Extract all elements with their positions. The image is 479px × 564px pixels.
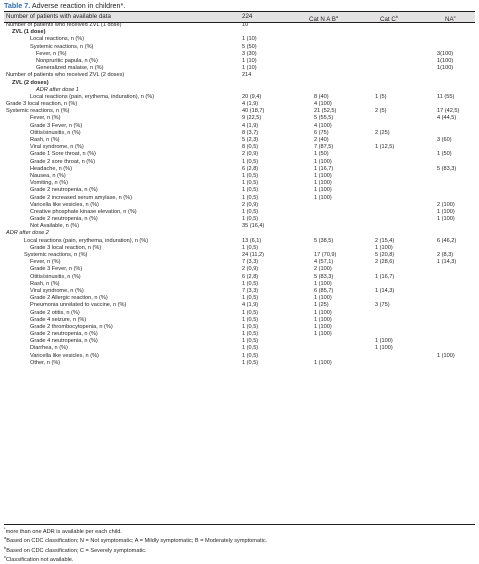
cell-col1: 2 (0,9) (242, 151, 259, 158)
row-label: ZVL (2 doses) (12, 79, 49, 86)
row-label: Local reactions, n (%) (30, 36, 85, 43)
footnotes (4, 526, 267, 564)
table-row (4, 36, 475, 43)
header-col4-text: NA (445, 16, 454, 24)
table-row (4, 151, 475, 158)
table-row (4, 87, 475, 94)
cell-col4: 2 (8,3) (437, 252, 454, 258)
table-row (4, 360, 475, 367)
cell-col3: 2 (28,6) (375, 259, 395, 266)
table-caption (4, 1, 125, 10)
cell-col1: 9 (22,5) (242, 115, 262, 122)
table-number: Table 7. (4, 1, 31, 10)
footnote-marker: b (4, 544, 7, 550)
cell-col1: 1 (0,5) (242, 323, 259, 330)
row-label: Headache, n (%) (30, 165, 72, 172)
cell-col4: 6 (46,2) (437, 237, 457, 244)
table-row (4, 94, 475, 101)
table-row (4, 159, 475, 166)
cell-col1: 1 (10) (242, 36, 257, 43)
table-row (4, 108, 475, 115)
row-label: Number of patients who received ZVL (2 doses) (6, 72, 125, 79)
header-col1: 224 (242, 13, 253, 20)
cell-col1: 3 (30) (242, 50, 257, 57)
cell-col1: 4 (1,9) (242, 101, 259, 108)
cell-col3: 2 (15,4) (375, 237, 395, 244)
cell-col4: 3(100) (437, 50, 454, 57)
table-row (4, 345, 475, 352)
row-label: Diarrhea, n (%) (30, 345, 68, 352)
table-row (4, 274, 475, 281)
table-row (4, 216, 475, 223)
footnote-text: Based on CDC classification; N = Not symptomatic; A = Mildly symptomatic; B = Moderately symptomatic. (6, 538, 268, 545)
row-label: Vomiting, n (%) (30, 180, 68, 187)
table-row (4, 281, 475, 288)
row-label: Varicella like vesicles, n (%) (30, 352, 99, 359)
row-label: Other, n (%) (30, 359, 61, 366)
cell-col2: 1 (16,7) (314, 165, 334, 172)
cell-col2: 6 (75) (314, 129, 329, 136)
cell-col3: 1 (5) (375, 93, 387, 100)
footnote (4, 535, 267, 544)
cell-col3: 3 (75) (375, 302, 390, 309)
cell-col3: 5 (20,8) (375, 252, 395, 258)
header-col2-sup: a (335, 14, 339, 19)
row-label: Systemic reactions, n (%) (30, 43, 94, 50)
footnote-marker: * (4, 526, 6, 531)
cell-col1: 40 (18,7) (242, 108, 265, 115)
cell-col1: 13 (6,1) (242, 237, 262, 244)
table-row (4, 195, 475, 202)
cell-col1: 1 (0,5) (242, 359, 259, 366)
cell-col3: 1 (14,3) (375, 287, 395, 294)
cell-col2: 8 (40) (314, 93, 329, 100)
cell-col1: 1 (0,5) (242, 309, 259, 316)
row-label: Grade 3 Fever, n (%) (30, 266, 83, 273)
row-label: Grade 2 neutropenia, n (%) (30, 187, 98, 194)
table-row (4, 173, 475, 180)
cell-col1: 5 (2,3) (242, 137, 259, 143)
cell-col1: 35 (16,4) (242, 223, 265, 230)
cell-col2: 1 (100) (314, 309, 332, 316)
table-row (4, 101, 475, 108)
table-row (4, 58, 475, 65)
row-label: Grade 2 sore throat, n (%) (30, 158, 95, 165)
cell-col1: 7 (3,3) (242, 287, 259, 294)
table-row (4, 353, 475, 360)
cell-col2: 2 (100) (314, 266, 332, 273)
cell-col1: 1 (0,5) (242, 345, 259, 352)
cell-col4: 1 (50) (437, 151, 452, 158)
cell-col2: 1 (100) (314, 187, 332, 194)
cell-col1: 1 (10) (242, 65, 257, 72)
cell-col2: 5 (38,5) (314, 237, 334, 244)
table-row (4, 252, 475, 259)
row-label: Grade 3 local reaction, n (%) (6, 101, 78, 108)
row-label: ADR after dose 2 (6, 230, 49, 237)
cell-col1: 8 (3,7) (242, 129, 259, 136)
row-label: Local reactions (pain, erythema, induration), n (%) (30, 93, 155, 100)
cell-col1: 4 (1,9) (242, 122, 259, 129)
table-row (4, 238, 475, 245)
cell-col2: 4 (100) (314, 122, 332, 129)
table-row (4, 202, 475, 209)
cell-col2: 1 (100) (314, 359, 332, 366)
header-col4-sup: c (453, 14, 456, 19)
cell-col1: 1 (0,5) (242, 316, 259, 323)
table-row (4, 44, 475, 51)
row-label: Grade 3 local reaction, n (%) (30, 244, 102, 251)
cell-col2: 2 (40) (314, 137, 329, 143)
cell-col1: 8 (0,5) (242, 144, 259, 151)
cell-col1: 1 (0,5) (242, 331, 259, 338)
table-row (4, 324, 475, 331)
cell-col4: 1 (100) (437, 352, 455, 359)
table-row (4, 259, 475, 266)
table-row (4, 223, 475, 230)
row-label: Systemic reactions, n (%) (6, 108, 70, 115)
cell-col3: 1 (100) (375, 244, 393, 251)
cell-col2: 21 (52,5) (314, 108, 337, 115)
row-label: Grade 1 Sore throat, n (%) (30, 151, 96, 158)
cell-col3: 1 (100) (375, 338, 393, 345)
footnote-marker: a (4, 535, 7, 541)
table-row (4, 331, 475, 338)
header-col2-text: Cat N A B (309, 16, 336, 24)
header-col0: Number of patients with available data (6, 13, 111, 20)
table-row (4, 338, 475, 345)
footnote-text: Classification not available. (6, 557, 74, 564)
cell-col4: 17 (42,5) (437, 108, 460, 115)
row-label: Pneumonia unrelated to vaccine, n (%) (30, 302, 127, 309)
cell-col1: 6 (2,8) (242, 273, 259, 280)
footnote (4, 526, 267, 535)
cell-col1: 1 (0,5) (242, 194, 259, 201)
cell-col4: 5 (83,3) (437, 165, 457, 172)
cell-col1: 1 (0,5) (242, 180, 259, 187)
row-label: Rash, n (%) (30, 280, 60, 287)
cell-col1: 2 (0,9) (242, 266, 259, 273)
cell-col2: 5 (83,3) (314, 273, 334, 280)
table-row (4, 187, 475, 194)
cell-col4: 11 (55) (437, 93, 455, 100)
row-label: Grade 2 otitis, n (%) (30, 309, 80, 316)
cell-col2: 1 (100) (314, 323, 332, 330)
cell-col2: 1 (100) (314, 158, 332, 165)
row-label: ZVL (1 dose) (12, 29, 46, 36)
cell-col1: 1 (0,5) (242, 338, 259, 345)
cell-col1: 20 (9,4) (242, 93, 262, 100)
cell-col2: 5 (55,5) (314, 115, 334, 122)
footnote-text: more than one ADR is available per each child. (5, 528, 122, 535)
table-row (4, 288, 475, 295)
cell-col3: 1 (100) (375, 345, 393, 352)
cell-col4: 4 (44,5) (437, 115, 457, 122)
cell-col2: 1 (100) (314, 295, 332, 302)
cell-col1: 1 (0,5) (242, 244, 259, 251)
cell-col3: 2 (5) (375, 108, 387, 115)
row-label: Grade 2 neutropenia, n (%) (30, 216, 98, 223)
row-label: Fever, n (%) (30, 115, 61, 122)
row-label: Not Available, n (%) (30, 223, 80, 230)
table-row (4, 123, 475, 130)
cell-col4: 1 (14,3) (437, 259, 457, 266)
row-label: Fever, n (%) (30, 259, 61, 266)
table-row (4, 22, 475, 29)
bottom-rule (4, 524, 475, 525)
cell-col3: 1 (16,7) (375, 273, 395, 280)
cell-col1: 1 (0,5) (242, 280, 259, 287)
cell-col1: 2 (0,9) (242, 201, 259, 208)
cell-col4: 1 (100) (437, 208, 455, 215)
row-label: Fever, n (%) (36, 50, 67, 57)
table-row (4, 245, 475, 252)
cell-col4: 1(100) (437, 65, 454, 72)
table-row (4, 209, 475, 216)
cell-col2: 1 (100) (314, 316, 332, 323)
table-row (4, 230, 475, 237)
cell-col1: 5 (50) (242, 43, 257, 50)
table-row (4, 80, 475, 87)
table-row (4, 29, 475, 36)
footnote-marker: c (4, 554, 6, 560)
table-row (4, 51, 475, 58)
row-label: Varicella like vesicles, n (%) (30, 201, 99, 208)
cell-col2: 4 (57,1) (314, 259, 334, 266)
row-label: Systemic reactions, n (%) (24, 252, 88, 258)
cell-col2: 1 (25) (314, 302, 329, 309)
row-label: Otitis/sinusitis, n (%) (30, 129, 81, 136)
row-label: Nausea, n (%) (30, 172, 66, 179)
header-col3-text: Cat C (380, 16, 396, 24)
table-body (4, 22, 475, 367)
cell-col2: 6 (85,7) (314, 287, 334, 294)
footnote-text: Based on CDC classification; C = Severely symptomatic. (6, 547, 147, 554)
cell-col3: 1 (12,5) (375, 144, 395, 151)
row-label: Otitis/sinusitis, n (%) (30, 273, 81, 280)
table-row (4, 72, 475, 79)
table-row (4, 166, 475, 173)
row-label: Rash, n (%) (30, 137, 60, 143)
row-label: Viral syndrome, n (%) (30, 144, 84, 151)
cell-col2: 1 (100) (314, 194, 332, 201)
table-row (4, 115, 475, 122)
row-label: Generalized malaise, n (%) (36, 65, 104, 72)
cell-col1: 10 (242, 22, 249, 28)
cell-col1: 24 (11,2) (242, 252, 264, 258)
row-label: Grade 4 neutropenia, n (%) (30, 338, 98, 345)
cell-col2: 1 (100) (314, 172, 332, 179)
row-label: Local reactions (pain, erythema, induration), n (%) (24, 237, 149, 244)
cell-col2: 1 (50) (314, 151, 329, 158)
row-label: Grade 2 Allergic reaction, n (%) (30, 295, 108, 302)
row-label: Grade 4 seizure, n (%) (30, 316, 87, 323)
table-header (4, 12, 475, 22)
header-col3-sup: b (395, 14, 399, 19)
cell-col2: 1 (100) (314, 331, 332, 338)
table-row (4, 317, 475, 324)
table-row (4, 137, 475, 144)
table-row (4, 65, 475, 72)
row-label: Grade 2 thrombocytopenia, n (%) (30, 323, 113, 330)
cell-col1: 1 (0,5) (242, 295, 259, 302)
row-label: Creative phosphate kinase elevation, n (%) (30, 208, 137, 215)
cell-col2: 4 (100) (314, 101, 332, 108)
table-row (4, 295, 475, 302)
cell-col1: 4 (1,9) (242, 302, 259, 309)
cell-col2: 17 (70,9) (314, 252, 337, 258)
cell-col4: 1(100) (437, 57, 454, 64)
cell-col4: 2 (100) (437, 201, 455, 208)
row-label: Nonpruritic papula, n (%) (36, 57, 98, 64)
cell-col2: 1 (100) (314, 180, 332, 187)
table-row (4, 144, 475, 151)
cell-col1: 1 (0,5) (242, 208, 259, 215)
table-row (4, 310, 475, 317)
cell-col4: 1 (100) (437, 216, 455, 223)
row-label: ADR after dose 1 (36, 86, 79, 93)
table-row (4, 266, 475, 273)
row-label: Number of patients who received ZVL (1 dose) (6, 22, 122, 28)
cell-col1: 1 (0,5) (242, 352, 259, 359)
cell-col1: 1 (0,5) (242, 158, 259, 165)
cell-col4: 3 (60) (437, 137, 452, 143)
cell-col3: 2 (25) (375, 129, 390, 136)
table-row (4, 302, 475, 309)
row-label: Grade 2 neutropenia, n (%) (30, 331, 98, 338)
table-title: Adverse reaction in children*. (31, 1, 126, 10)
cell-col2: 1 (100) (314, 280, 332, 287)
footnote (4, 554, 267, 563)
cell-col1: 1 (0,5) (242, 216, 259, 223)
footnote (4, 545, 267, 554)
row-label: Viral syndrome, n (%) (30, 287, 84, 294)
row-label: Grade 2 increased serum amylase, n (%) (30, 194, 132, 201)
row-label: Grade 3 Fever, n (%) (30, 122, 83, 129)
cell-col1: 6 (2,8) (242, 165, 259, 172)
table-row (4, 180, 475, 187)
cell-col2: 7 (87,5) (314, 144, 334, 151)
cell-col1: 1 (0,5) (242, 187, 259, 194)
table-row (4, 130, 475, 137)
cell-col1: 1 (0,5) (242, 172, 259, 179)
cell-col1: 7 (3,3) (242, 259, 259, 266)
cell-col1: 1 (10) (242, 57, 257, 64)
cell-col1: 214 (242, 72, 252, 79)
